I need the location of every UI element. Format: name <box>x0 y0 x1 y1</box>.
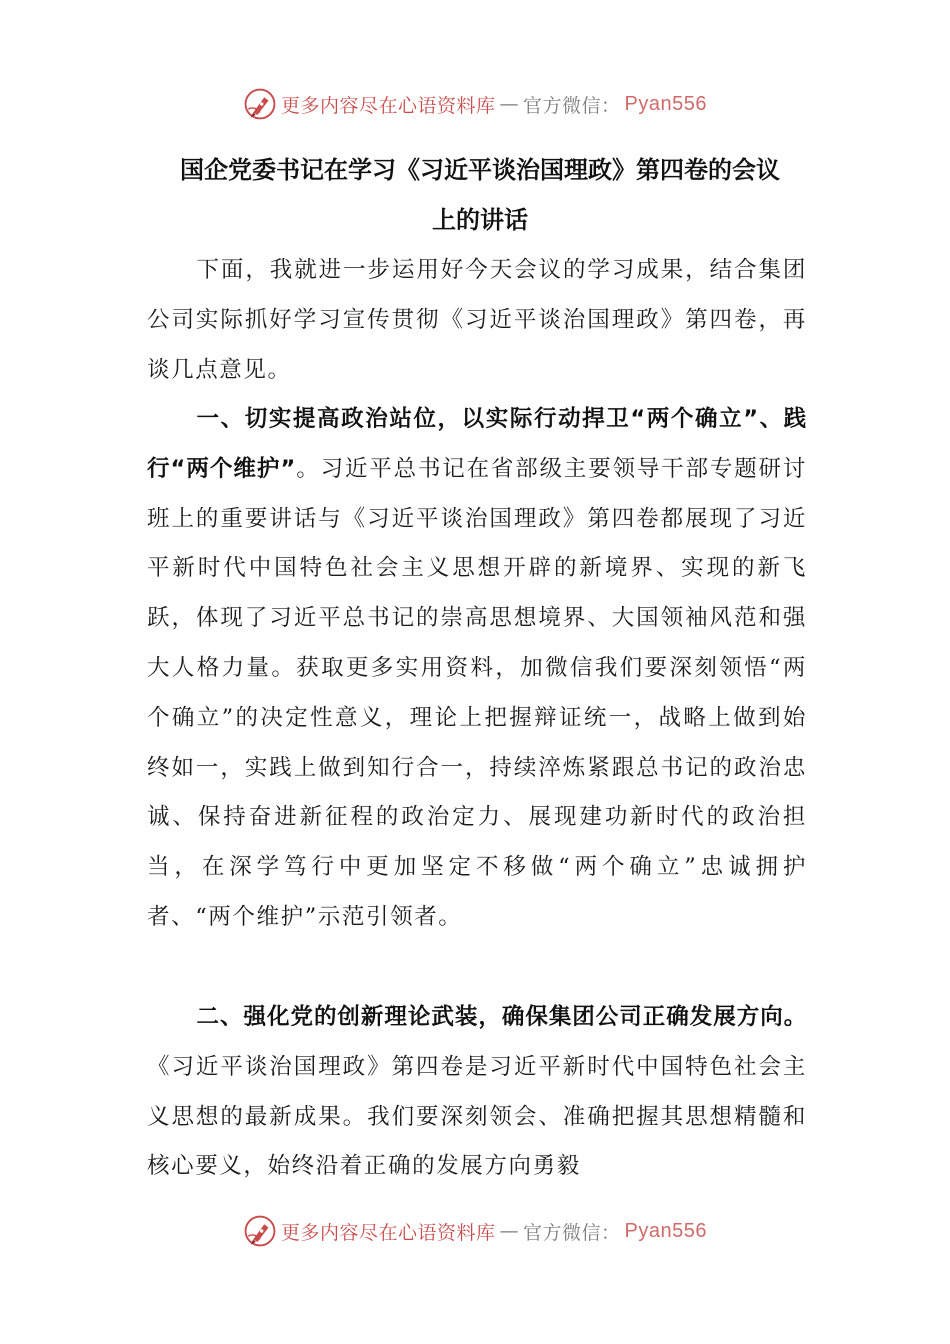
pen-nib-logo-icon <box>243 1214 277 1248</box>
banner-text: 更多内容尽在心语资料库 <box>281 94 496 117</box>
banner-wechat-label: 官方微信： <box>523 94 621 117</box>
paragraph-section-1 <box>147 395 807 943</box>
banner-wechat-label: 官方微信： <box>523 1221 621 1244</box>
pen-nib-logo-icon <box>243 87 277 121</box>
banner-wechat-id: Pyan556 <box>624 1219 707 1242</box>
paragraph-intro-body: 下面，我就进一步运用好今天会议的学习成果，结合集团公司实际抓好学习宣传贯彻《习近平谈治国理政》第四卷，再谈几点意见。 <box>147 257 807 383</box>
section-1-body: 。习近平总书记在省部级主要领导干部专题研讨班上的重要讲话与《习近平谈治国理政》第四卷都展现了习近平新时代中国特色社会主义思想开辟的新境界、实现的新飞跃，体现了习近平总书记的崇高思想境界、大国领袖风范和强大人格力量。获取更多实用资料，加微信我们要深刻领悟“两个确立”的决定性意义，理论上把握辩证统一，战略上做到始终如一，实践上做到知行合一，持续淬炼紧跟总书记的政治忠诚、保持奋进新征程的政治定力、展现建功新时代的政治担当，在深学笃行中更加坚定不移做“两个确立”忠诚拥护者、“两个维护”示范引领者。 <box>147 455 807 930</box>
banner-dash: — <box>499 1220 520 1242</box>
section-2-body: 《习近平谈治国理政》第四卷是习近平新时代中国特色社会主义思想的最新成果。我们要深刻领会、准确把握其思想精髓和核心要义，始终沿着正确的发展方向勇毅 <box>147 1053 807 1180</box>
section-1-heading: 一、切实提高政治站位，以实际行动捍卫“两个确立”、践行“两个维护” <box>147 406 807 482</box>
banner-text: 更多内容尽在心语资料库 <box>281 1221 496 1244</box>
document-title-line-2: 上的讲话 <box>432 206 528 234</box>
banner-dash: — <box>499 93 520 115</box>
document-title-line-1: 国企党委书记在学习《习近平谈治国理政》第四卷的会议 <box>180 156 780 184</box>
banner-wechat-id: Pyan556 <box>624 92 707 115</box>
paragraph-intro <box>147 246 807 395</box>
header-banner <box>0 84 950 124</box>
footer-banner <box>0 1211 950 1251</box>
paragraph-section-2 <box>147 993 807 1192</box>
section-2-heading: 二、强化党的创新理论武装，确保集团公司正确发展方向。 <box>196 1004 807 1030</box>
